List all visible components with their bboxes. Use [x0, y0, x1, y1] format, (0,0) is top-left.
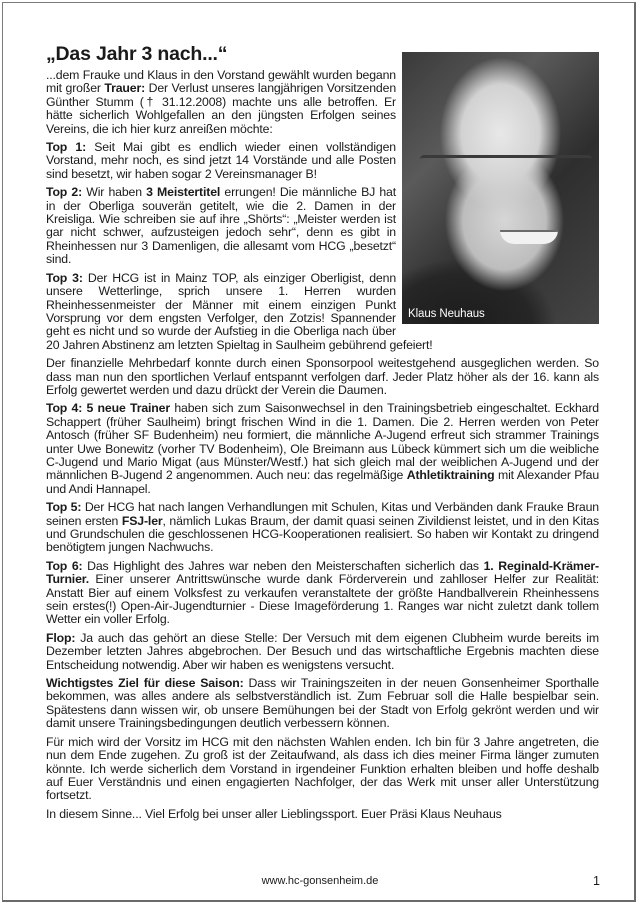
document-page — [2, 2, 636, 902]
top1-label: Top 1: — [46, 140, 87, 155]
top5-text: Der HCG hat nach langen Verhandlungen mit Schulen, Kitas und Verbänden dank Frauke Braun seinen ersten — [46, 500, 599, 528]
goal-text: Dass wir Trainingszeiten in der neuen Gonsenheimer Sporthalle bekommen, was alles andere als selbstverständlich ist. Zum Februar soll die Halle bespielbar sein. Spätestens dann wissen wir, ob unsere Bemühungen bei der Stadt von Erfolg gekrönt werden und wir damit unsere Trainingsbedingungen deutlich verbessern können. — [46, 676, 599, 731]
smile-shape — [500, 230, 558, 244]
top5-bold: FSJ-ler — [121, 513, 163, 528]
article-title: „Das Jahr 3 nach...“ — [46, 43, 228, 65]
top5-text-rest: , nämlich Lukas Braum, der damit quasi seinen Zivildienst leistet, und in den Kitas und Grundschulen die geschlossenen HCG-Kooperationen realisiert. So haben wir Kontakt zu dringend benötigtem jungen Nachwuchs. — [46, 513, 599, 555]
top6-text: Das Highlight des Jahres war neben den Meisterschaften sicherlich das — [82, 558, 484, 573]
top4-bold: Athletiktraining — [406, 468, 495, 483]
page-number: 1 — [593, 874, 600, 888]
top2-bold: 3 Meistertitel — [146, 185, 221, 200]
top5-paragraph — [46, 501, 599, 555]
glasses-shape — [420, 155, 592, 168]
photo-caption: Klaus Neuhaus — [408, 308, 485, 320]
flop-label: Flop: — [46, 630, 76, 645]
flop-paragraph — [46, 632, 599, 672]
top4-text: haben sich zum Saisonwechsel in den Trainingsbetrieb eingeschaltet. Eckhard Schappert (früher Saulheim) bringt frischen Wind in die 1. Damen. Die 2. Herren werden von Peter Antosch (früher SF Budenheim) neu formiert, die männliche A-Jugend erfreut sich strammer Trainings unter Uwe Bonewitz (vorher TV Bodenheim), Ole Breimann aus Lübeck kümmert sich um die weibliche C-Jugend und Mario Migat (aus Münster/Westf.) hat sich gleich mal der weiblichen A-Jugend und der männlichen B-Jugend 2 angenommen. Auch neu: das regelmäßige — [46, 401, 599, 483]
top5-label: Top 5: — [46, 500, 82, 515]
goal-paragraph — [46, 677, 599, 731]
intro-text-rest: Der Verlust unseres langjährigen Vorsitzenden Günther Stumm († 31.12.2008) machte uns alle betroffen. Er hätte sicherlich Wohlgefallen an den jüngsten Erfolgen seines Vereins, die ich hier kurz anreißen möchte: — [46, 81, 397, 136]
top3-text: Der HCG ist in Mainz TOP, als einziger Oberligist, denn unsere Wetterlinge, sprich unsere 1. Herren wurden Rheinhessenmeister der Männer mit einem einzigen Punkt Vorsprung vor dem engsten Verfolger, den Zotzis! Spannender geht es nicht und so wurde der Aufstieg in die Oberliga nach über 20 Jahren Abstinenz am letzten Spieltag in Saulheim gebührend gefeiert! — [46, 270, 433, 352]
top3-label: Top 3: — [46, 270, 83, 285]
intro-bold: Trauer: — [104, 81, 146, 96]
top2-label: Top 2: — [46, 185, 83, 200]
flop-text: Ja auch das gehört an diese Stelle: Der Versuch mit dem eigenen Clubheim wurde bereits im Dezember letzten Jahres abgebrochen. Der Besuch und das wirtschaftliche Ergebnis machten diese Entscheidung notwendig. Aber wir haben es wenigstens versucht. — [46, 630, 599, 672]
top6-paragraph — [46, 560, 599, 627]
goal-label: Wichtigstes Ziel für diese Saison: — [46, 676, 244, 691]
farewell-paragraph: Für mich wird der Vorsitz im HCG mit den nächsten Wahlen enden. Ich bin für 3 Jahre angetreten, die nun dem Ende zugehen. Zu groß ist der Zeitaufwand, als dass ich dies meiner Firma länger zumuten könnte. Ich werde sicherlich dem Vorstand in irgendeiner Funktion erhalten bleiben und hoffe deshalb auf Euer Verständnis und einen engagierten Nachfolger, der das Werk mit unser aller Unterstützung fortsetzt. — [46, 734, 599, 803]
top4-paragraph — [46, 402, 599, 496]
top6-label: Top 6: — [46, 558, 83, 573]
article-body — [46, 43, 599, 826]
top4-label: Top 4: 5 neue Trainer — [46, 401, 170, 416]
finance-paragraph: Der finanzielle Mehrbedarf konnte durch einen Sponsorpool weitestgehend ausgeglichen werden. So dass man nun den sportlichen Verlauf entspannt verfolgen darf. Jeder Platz höher als der 16. kann als Erfolg gewertet werden und dazu drückt der Verein die Daumen. — [46, 356, 599, 397]
top6-text-rest: Einer unserer Antrittswünsche wurde dank Förderverein und zahlloser Helfer zur Realität: Anstatt Bier auf einem Volksfest zu verkaufen veranstaltete der größte Handballverein Rheinhessens sein erstes(!) Open-Air-Jugendturnier - Diese Imageförderung 1. Ranges war nicht zuletzt dank tollem Wetter ein voller Erfolg. — [46, 572, 599, 627]
intro-text: ...dem Frauke und Klaus in den Vorstand gewählt wurden begann mit großer — [46, 68, 396, 96]
top1-text: Seit Mai gibt es endlich wieder einen vollständigen Vorstand, mehr noch, es sind jetzt 14 Vorstände und alle Posten sind besetzt, wir haben sogar 2 Vereinsmanager B! — [46, 140, 396, 181]
top2-text-rest: errungen! Die männliche BJ hat in der Oberliga souverän getitelt, wie die 2. Damen in der Kreisliga. Wie schreiben sie auf ihre „Shörts“: „Meister werden ist gar nicht schwer, aufzusteigen jedoch sehr“, denn es gibt in Rheinhessen nur 3 Damenligen, die allesamt vom HCG „besetzt“ sind. — [46, 185, 396, 267]
top4-text-rest: mit Alexander Pfau und Andi Hannapel. — [46, 468, 600, 496]
top6-bold: 1. Reginald-Krämer-Turnier. — [46, 558, 599, 587]
closing-paragraph: In diesem Sinne... Viel Erfolg bei unser aller Lieblingssport. Euer Präsi Klaus Neuhaus — [46, 806, 502, 821]
author-portrait-photo — [402, 52, 599, 324]
footer-website-link[interactable]: www.hc-gonsenheim.de — [261, 875, 379, 887]
top2-text: Wir haben — [82, 185, 147, 200]
